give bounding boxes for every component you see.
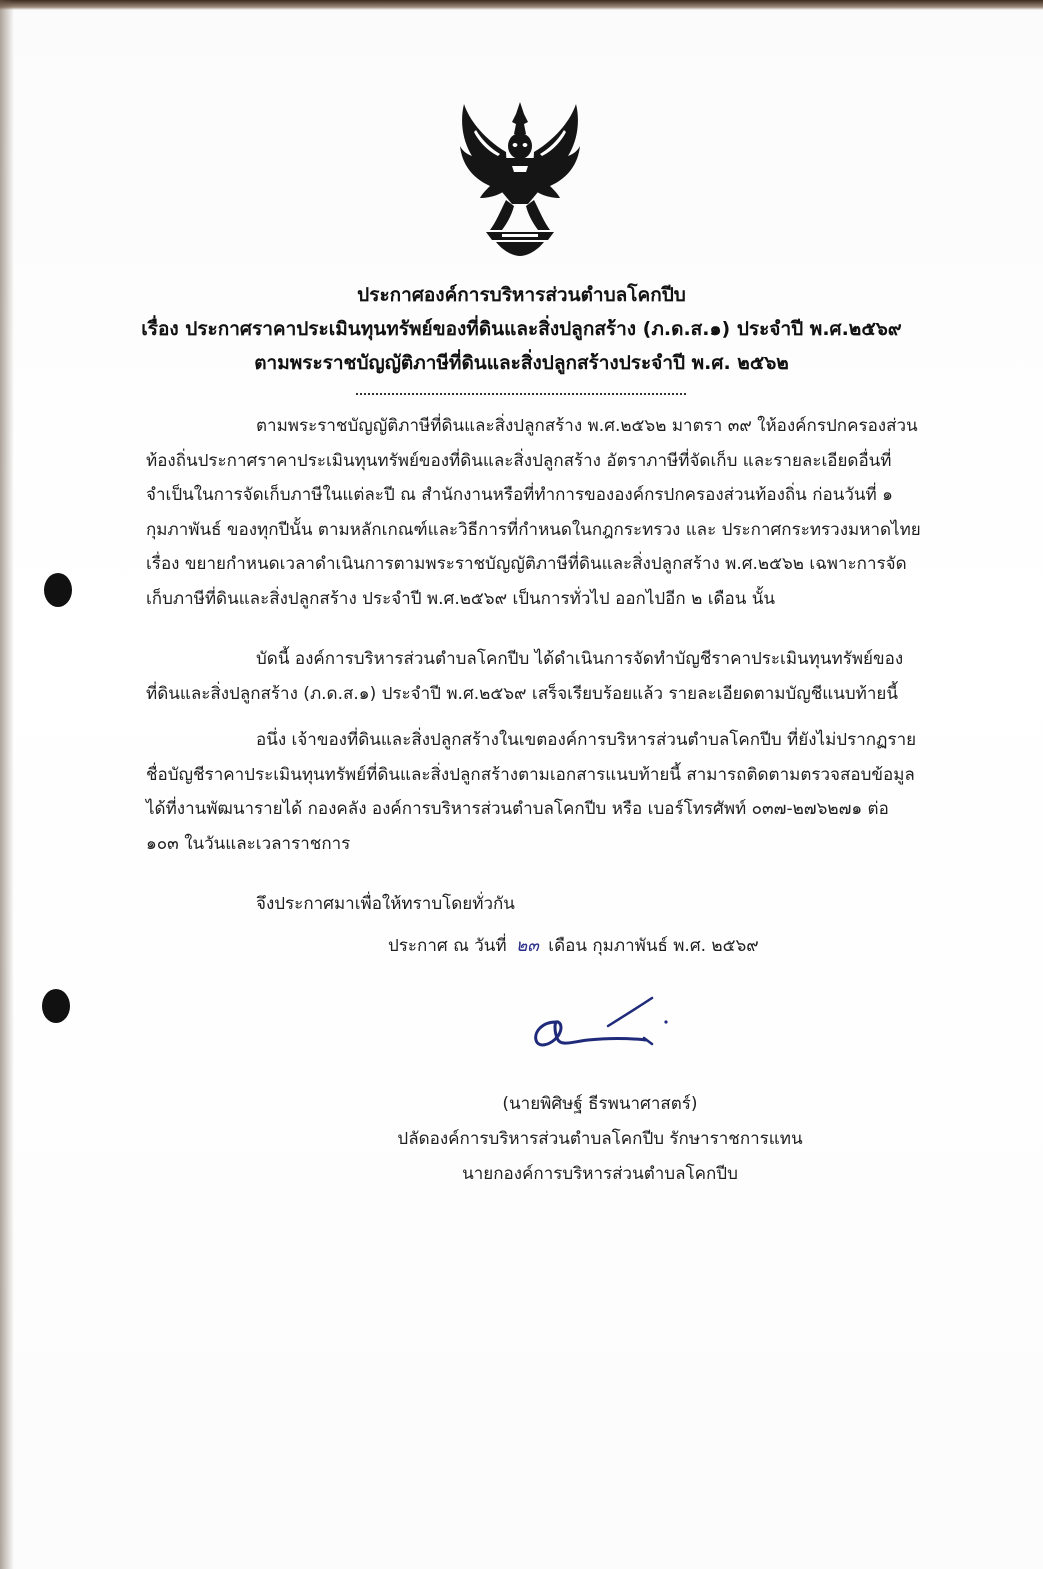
date-suffix: เดือน กุมภาพันธ์ พ.ศ. ๒๕๖๙: [548, 936, 759, 956]
signatory-acting-for: นายกองค์การบริหารส่วนตำบลโคกปีบ: [462, 1164, 738, 1184]
paper-edge-left: [0, 0, 14, 1569]
paragraph-completion: บัดนี้ องค์การบริหารส่วนตำบลโคกปีบ ได้ดำเนินการจัดทำบัญชีราคาประเมินทุนทรัพย์ของที่ดินและสิ่งปลูกสร้าง (ภ.ด.ส.๑) ประจำปี พ.ศ.๒๕๖๙ เสร็จเรียบร้อยแล้ว รายละเอียดตามบัญชีแนบท้ายนี้: [146, 649, 904, 704]
paragraph-contact: อนึ่ง เจ้าของที่ดินและสิ่งปลูกสร้างในเขตองค์การบริหารส่วนตำบลโคกปีบ ที่ยังไม่ปรากฏรายชื่อบัญชีราคาประเมินทุนทรัพย์ที่ดินและสิ่งปลูกสร้างตามเอกสารแนบท้ายนี้ สามารถติดตามตรวจสอบข้อมูลได้ที่งานพัฒนารายได้ กองคลัง องค์การบริหารส่วนตำบลโคกปีบ หรือ เบอร์โทรศัพท์ ๐๓๗-๒๗๖๒๗๑ ต่อ ๑๐๓ ในวันและเวลาราชการ: [146, 730, 917, 854]
garuda-emblem-icon: [456, 100, 584, 256]
date-day-handwritten: ๒๓: [516, 936, 539, 956]
closing-statement: จึงประกาศมาเพื่อให้ทราบโดยทั่วกัน: [256, 894, 515, 914]
punch-hole-bottom: [42, 989, 70, 1023]
dotted-divider: [356, 393, 686, 395]
announcement-subject: เรื่อง ประกาศราคาประเมินทุนทรัพย์ของที่ดินและสิ่งปลูกสร้าง (ภ.ด.ส.๑) ประจำปี พ.ศ.๒๕๖๙: [141, 318, 902, 340]
paper-edge-top: [0, 0, 1043, 10]
announcement-title: ประกาศองค์การบริหารส่วนตำบลโคกปีบ: [357, 284, 686, 306]
announcement-date: [388, 932, 759, 959]
punch-hole-top: [44, 573, 72, 607]
date-prefix: ประกาศ ณ วันที่: [388, 936, 507, 956]
signatory-position: ปลัดองค์การบริหารส่วนตำบลโคกปีบ รักษาราชการแทน: [397, 1129, 803, 1149]
signatory-name: (นายพิศิษฐ์ ธีรพนาศาสตร์): [502, 1094, 698, 1114]
announcement-reference: ตามพระราชบัญญัติภาษีที่ดินและสิ่งปลูกสร้างประจำปี พ.ศ. ๒๕๖๒: [254, 352, 789, 374]
paragraph-legal-basis: ตามพระราชบัญญัติภาษีที่ดินและสิ่งปลูกสร้าง พ.ศ.๒๕๖๒ มาตรา ๓๙ ให้องค์กรปกครองส่วนท้องถิ่นประกาศราคาประเมินทุนทรัพย์ของที่ดินและสิ่งปลูกสร้าง อัตราภาษีที่จัดเก็บ และรายละเอียดอื่นที่จำเป็นในการจัดเก็บภาษีในแต่ละปี ณ สำนักงานหรือที่ทำการขององค์กรปกครองส่วนท้องถิ่น ก่อนวันที่ ๑ กุมภาพันธ์ ของทุกปีนั้น ตามหลักเกณฑ์และวิธีการที่กำหนดในกฎกระทรวง และ ประกาศกระทรวงมหาดไทย เรื่อง ขยายกำหนดเวลาดำเนินการตามพระราชบัญญัติภาษีที่ดินและสิ่งปลูกสร้าง พ.ศ.๒๕๖๒ เฉพาะการจัดเก็บภาษีที่ดินและสิ่งปลูกสร้าง ประจำปี พ.ศ.๒๕๖๙ เป็นการทั่วไป ออกไปอีก ๒ เดือน นั้น: [146, 416, 921, 609]
handwritten-signature: [528, 992, 678, 1062]
